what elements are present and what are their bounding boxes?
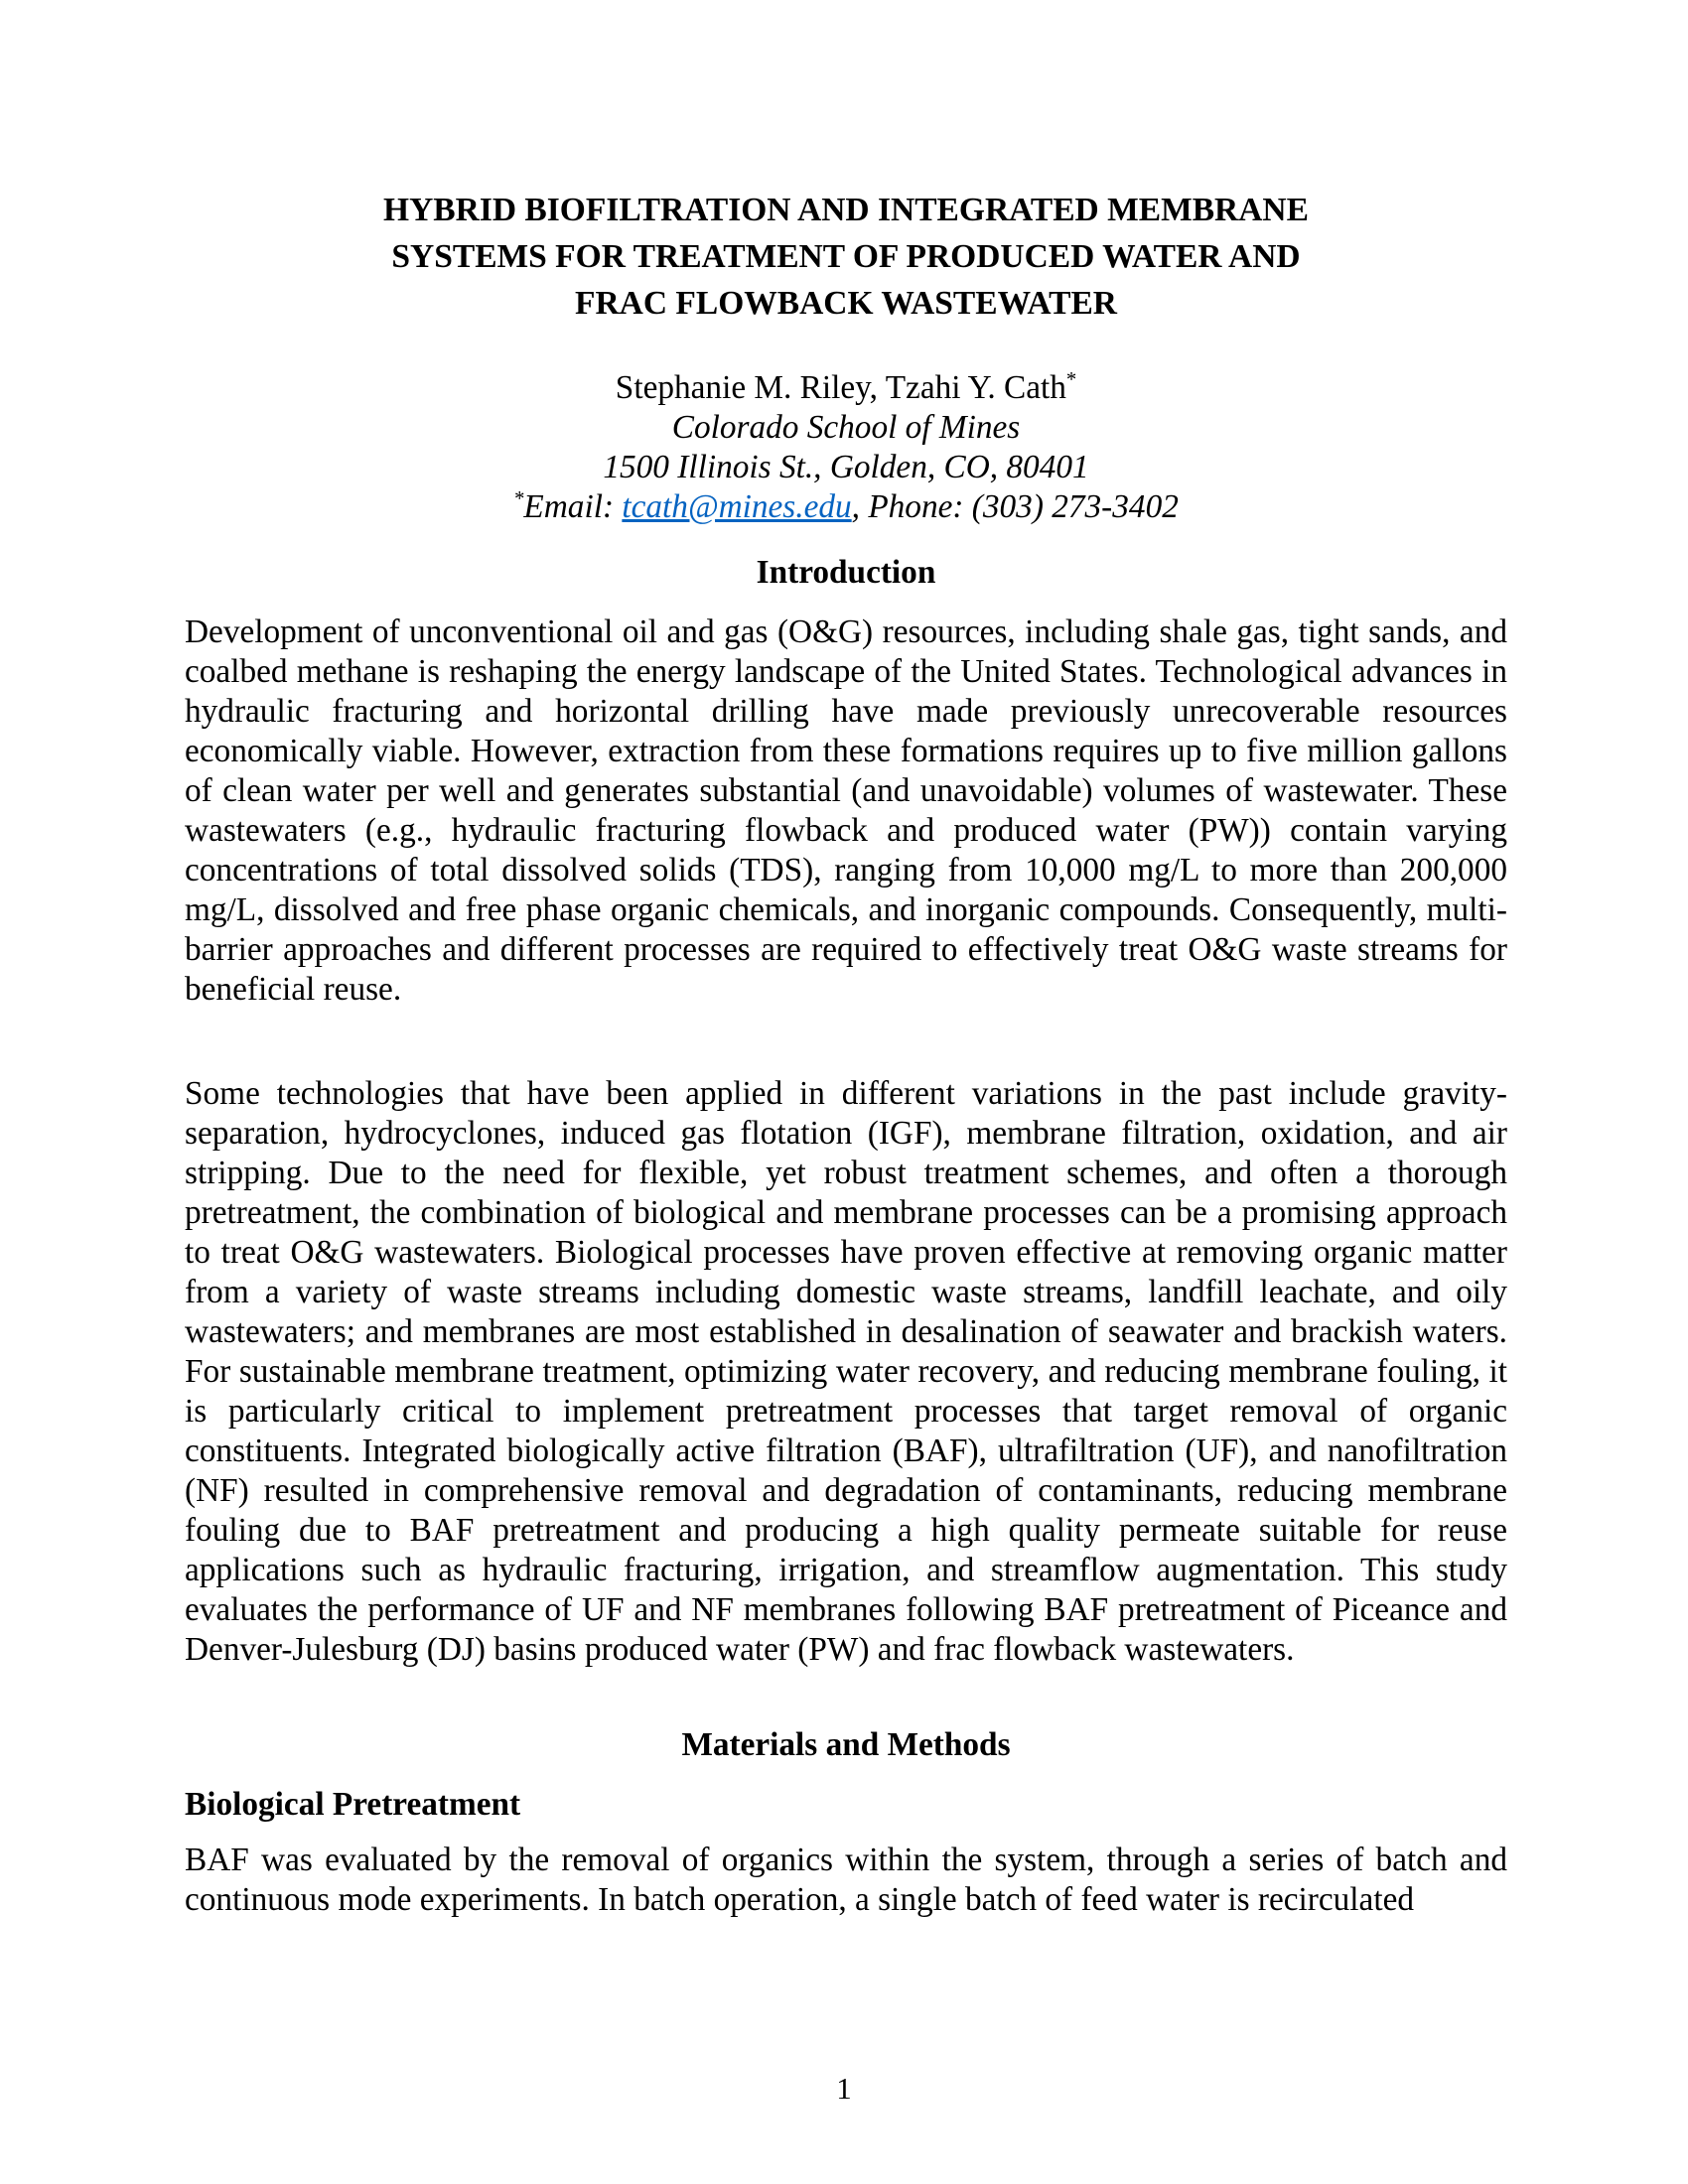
- contact-line: [185, 487, 1507, 527]
- introduction-paragraph-2: Some technologies that have been applied in different variations in the past include gravity-separation, hydrocyclones, induced gas flotation (IGF), membrane filtration, oxidation, and air stripping. Due to the need for flexible, yet robust treatment schemes, and often a thorough pretreatment, the combination of biological and membrane processes can be a promising approach to treat O&G wastewaters. Biological processes have proven effective at removing organic matter from a variety of waste streams including domestic waste streams, landfill leachate, and oily wastewaters; and membranes are most established in desalination of seawater and brackish waters. For sustainable membrane treatment, optimizing water recovery, and reducing membrane fouling, it is particularly critical to implement pretreatment processes that target removal of organic constituents. Integrated biologically active filtration (BAF), ultrafiltration (UF), and nanofiltration (NF) resulted in comprehensive removal and degradation of contaminants, reducing membrane fouling due to BAF pretreatment and producing a high quality permeate suitable for reuse applications such as hydraulic fracturing, irrigation, and streamflow augmentation. This study evaluates the performance of UF and NF membranes following BAF pretreatment of Piceance and Denver-Julesburg (DJ) basins produced water (PW) and frac flowback wastewaters.: [185, 1075, 1507, 1668]
- paper-title: [185, 187, 1507, 327]
- page-content: [185, 187, 1507, 1920]
- contact-asterisk: *: [513, 487, 524, 510]
- paper-title-line-2: SYSTEMS FOR TREATMENT OF PRODUCED WATER AND: [391, 238, 1301, 275]
- paper-title-line-3: FRAC FLOWBACK WASTEWATER: [574, 285, 1117, 322]
- address: 1500 Illinois St., Golden, CO, 80401: [603, 449, 1089, 485]
- email-label: Email:: [523, 488, 623, 525]
- subsection-heading-biological-pretreatment: Biological Pretreatment: [185, 1786, 521, 1823]
- section-heading-materials-and-methods: Materials and Methods: [681, 1726, 1011, 1763]
- author-names: Stephanie M. Riley, Tzahi Y. Cath: [615, 369, 1066, 406]
- phone-text: , Phone: (303) 273-3402: [851, 488, 1179, 525]
- email-link[interactable]: tcath@mines.edu: [622, 488, 852, 525]
- affiliation: Colorado School of Mines: [671, 409, 1021, 446]
- section-heading-introduction: Introduction: [756, 554, 936, 591]
- methods-paragraph-1: BAF was evaluated by the removal of organics within the system, through a series of batch and continuous mode experiments. In batch operation, a single batch of feed water is recirculated: [185, 1842, 1507, 1918]
- author-asterisk: *: [1065, 368, 1077, 391]
- byline-block: [185, 368, 1507, 527]
- authors-line: [185, 368, 1507, 408]
- introduction-paragraph-1: Development of unconventional oil and gas (O&G) resources, including shale gas, tight sands, and coalbed methane is reshaping the energy landscape of the United States. Technological advances in hydraulic fracturing and horizontal drilling have made previously unrecoverable resources economically viable. However, extraction from these formations requires up to five million gallons of clean water per well and generates substantial (and unavoidable) volumes of wastewater. These wastewaters (e.g., hydraulic fracturing flowback and produced water (PW)) contain varying concentrations of total dissolved solids (TDS), ranging from 10,000 mg/L to more than 200,000 mg/L, dissolved and free phase organic chemicals, and inorganic compounds. Consequently, multi-barrier approaches and different processes are required to effectively treat O&G waste streams for beneficial reuse.: [185, 614, 1507, 1008]
- page-number: 1: [836, 2071, 852, 2106]
- paper-title-line-1: HYBRID BIOFILTRATION AND INTEGRATED MEMBRANE: [383, 192, 1309, 228]
